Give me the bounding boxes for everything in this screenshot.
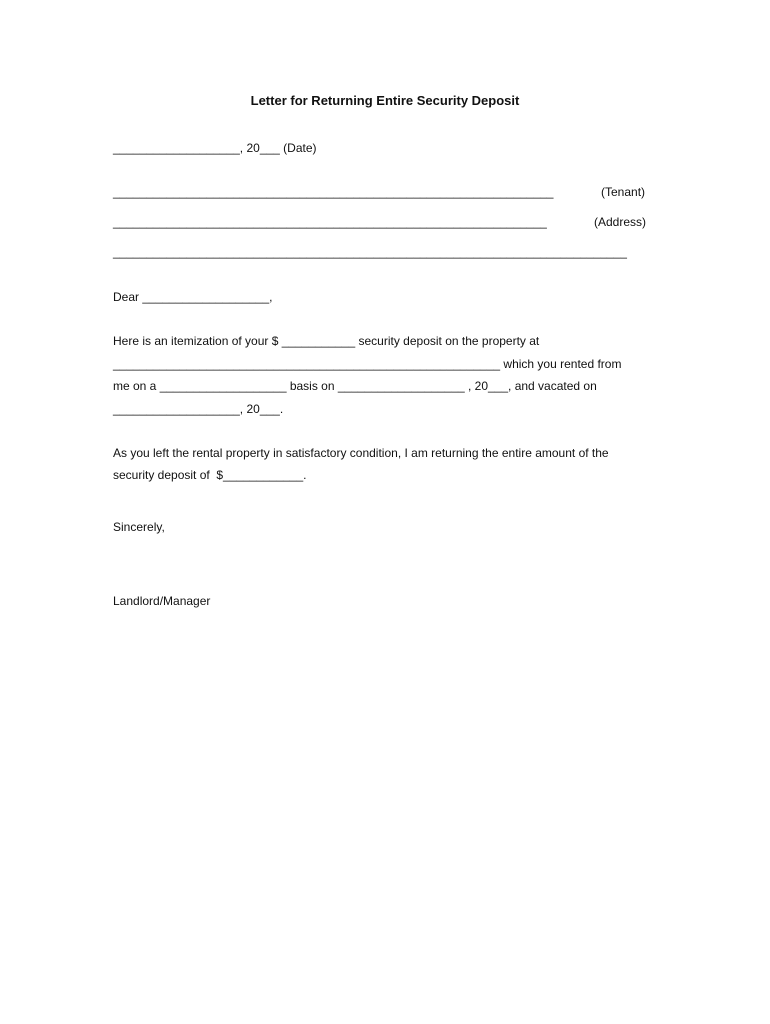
paragraph1-line4: ___________________, 20___. xyxy=(113,402,284,416)
tenant-label: (Tenant) xyxy=(601,185,646,199)
address-line-2: _____________________________________________________________________________ xyxy=(113,245,627,259)
tenant-line: __________________________________________________________________ xyxy=(113,185,554,199)
paragraph1-line3: me on a ___________________ basis on ___________________ , 20___, and vacated on xyxy=(113,379,597,393)
paragraph2-line1: As you left the rental property in satisfactory condition, I am returning the entire amount of the xyxy=(113,446,609,460)
closing: Sincerely, xyxy=(113,520,165,534)
letter-title: Letter for Returning Entire Security Deposit xyxy=(250,93,520,108)
address-label: (Address) xyxy=(594,215,647,229)
date-line: ___________________, 20___ (Date) xyxy=(113,141,317,155)
paragraph1-line1: Here is an itemization of your $ ___________ security deposit on the property at xyxy=(113,334,540,348)
address-line: _________________________________________________________________ xyxy=(113,215,547,229)
salutation: Dear ___________________, xyxy=(113,290,273,304)
paragraph2-line2: security deposit of $____________. xyxy=(113,468,307,482)
signature-title: Landlord/Manager xyxy=(113,594,211,608)
paragraph1-line2: __________________________________________________________ which you rented from xyxy=(113,357,622,371)
